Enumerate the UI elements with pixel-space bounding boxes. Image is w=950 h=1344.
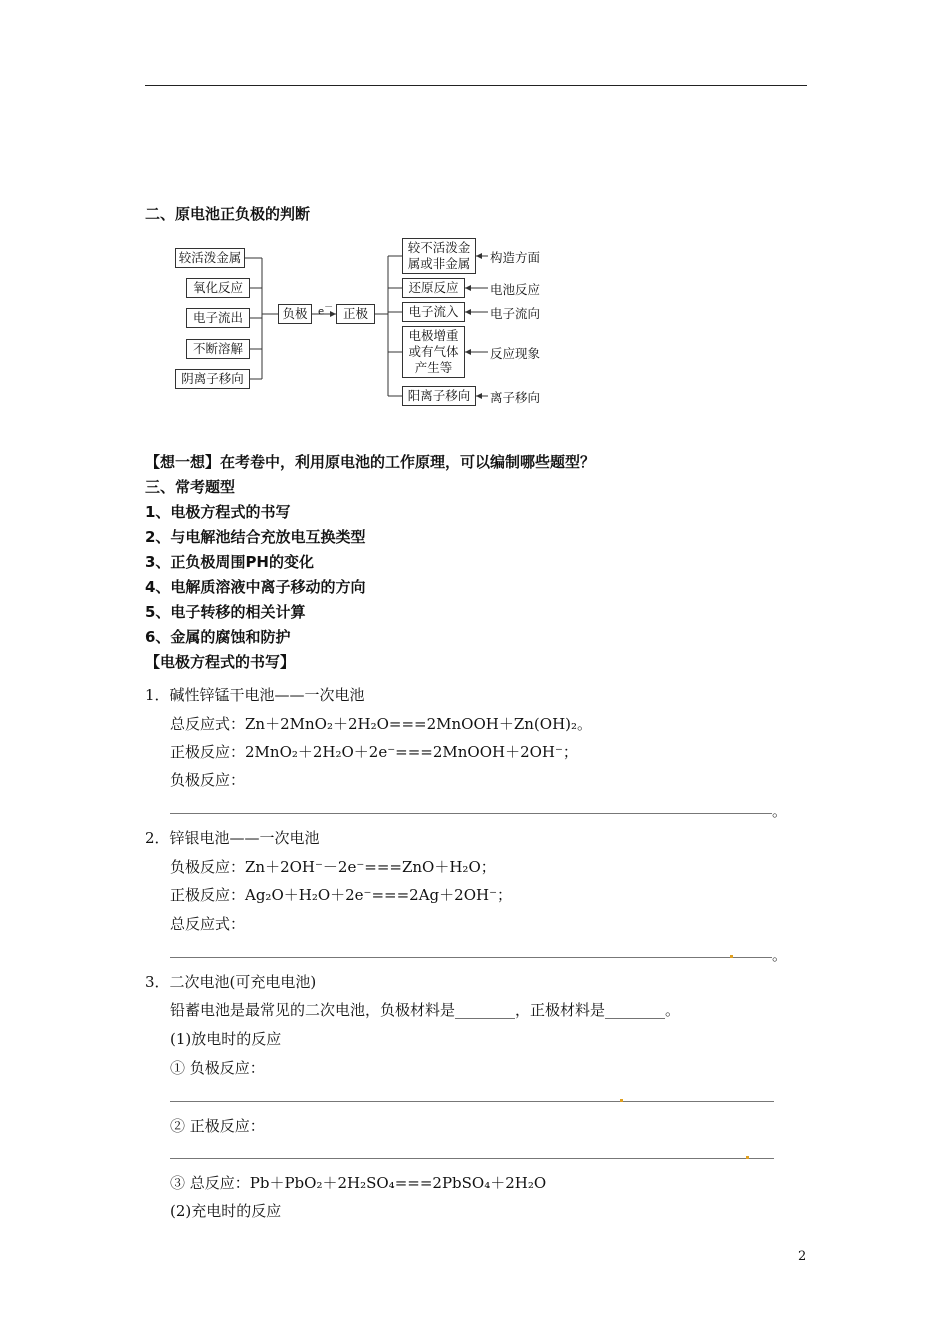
section2-title: 二、原电池正负极的判断 [145,205,311,223]
q1-end: 。 [772,802,788,820]
right-label-2: 电子流向 [490,306,541,321]
type-item-4: 4、电解质溶液中离子移动的方向 [145,578,366,596]
q2-answer-line[interactable] [170,957,772,958]
q2-end: 。 [772,946,788,964]
q3-title: 3．二次电池(可充电电池) [145,973,317,991]
q3-total: ③ 总反应：Pb＋PbO₂＋2H₂SO₄===2PbSO₄＋2H₂O [170,1174,547,1192]
header-rule [145,85,807,86]
mark-dot [746,1156,749,1159]
right-label-1: 电池反应 [490,282,541,297]
right-item-3: 电极增重或有气体产生等 [402,326,465,378]
q1-answer-line[interactable] [170,813,772,814]
q2-negative: 负极反应：Zn＋2OH⁻－2e⁻===ZnO＋H₂O； [170,858,496,876]
type-item-6: 6、金属的腐蚀和防护 [145,628,291,646]
q1-total: 总反应式：Zn＋2MnO₂＋2H₂O===2MnOOH＋Zn(OH)₂。 [170,715,593,733]
type-item-2: 2、与电解池结合充放电互换类型 [145,528,366,546]
section3-title: 三、常考题型 [145,478,236,496]
q3-charge: (2)充电时的反应 [170,1202,282,1220]
type-item-5: 5、电子转移的相关计算 [145,603,306,621]
page-number: 2 [798,1249,807,1264]
q1-title: 1．碱性锌锰干电池——一次电池 [145,686,365,704]
right-item-2: 电子流入 [402,302,465,322]
q3-negative-label: ① 负极反应： [170,1059,265,1077]
electrode-title: 【电极方程式的书写】 [145,653,296,671]
mark-dot [620,1099,623,1102]
right-label-0: 构造方面 [490,250,541,265]
q2-positive: 正极反应：Ag₂O＋H₂O＋2e⁻===2Ag＋2OH⁻； [170,886,512,904]
left-item-2: 电子流出 [186,308,250,328]
positive-electrode: 正极 [336,304,375,324]
q1-negative-label: 负极反应： [170,771,246,789]
right-item-1: 还原反应 [402,278,465,298]
mark-dot [730,955,733,958]
left-item-4: 阴离子移向 [175,369,250,389]
q3-negative-line[interactable] [170,1101,774,1102]
negative-electrode: 负极 [278,304,312,324]
q3-intro: 铅蓄电池是最常见的二次电池，负极材料是________，正极材料是________。 [170,1001,681,1019]
q1-positive: 正极反应：2MnO₂＋2H₂O＋2e⁻===2MnOOH＋2OH⁻； [170,743,578,761]
q3-positive-line[interactable] [170,1158,774,1159]
right-item-0: 较不活泼金属或非金属 [402,238,476,274]
q2-total-label: 总反应式： [170,915,246,933]
electron-label: e－ [318,303,334,318]
type-item-3: 3、正负极周围PH的变化 [145,553,314,571]
q3-discharge: (1)放电时的反应 [170,1030,282,1048]
left-item-0: 较活泼金属 [175,248,245,268]
electrode-judgement-diagram [170,236,550,412]
right-label-3: 反应现象 [490,346,541,361]
type-item-1: 1、电极方程式的书写 [145,503,291,521]
left-item-1: 氧化反应 [186,278,250,298]
think-prompt: 【想一想】在考卷中，利用原电池的工作原理，可以编制哪些题型？ [145,453,596,471]
right-item-4: 阳离子移向 [402,386,476,406]
right-label-4: 离子移向 [490,390,541,405]
q2-title: 2．锌银电池——一次电池 [145,829,320,847]
left-item-3: 不断溶解 [186,339,250,359]
q3-positive-label: ② 正极反应： [170,1117,265,1135]
